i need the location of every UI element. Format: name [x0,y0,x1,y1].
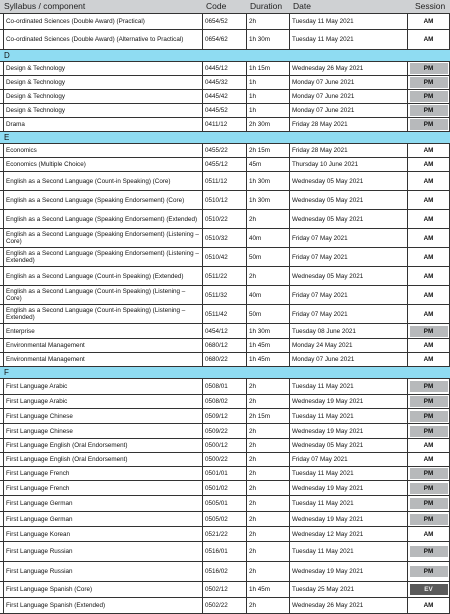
syllabus-cell: First Language German [3,496,203,511]
syllabus-cell: First Language Russian [3,562,203,581]
session-cell [408,496,450,511]
session-badge: PM [410,514,448,525]
table-row [0,104,450,118]
session-badge: PM [410,566,448,577]
date-cell: Wednesday 19 May 2021 [290,481,408,495]
code-cell: 0500/12 [203,439,247,452]
duration-cell: 40m [247,286,290,304]
session-badge: AM [423,602,434,609]
syllabus-cell: First Language French [3,467,203,480]
code-cell: 0505/01 [203,496,247,511]
date-cell: Wednesday 05 May 2021 [290,191,408,209]
session-badge: PM [410,483,448,494]
code-cell: 0455/12 [203,158,247,171]
session-cell [408,409,450,423]
session-cell [408,158,450,171]
syllabus-cell: English as a Second Language (Speaking Endorsement) (Core) [3,191,203,209]
session-badge: AM [423,253,434,261]
syllabus-cell: English as a Second Language (Speaking Endorsement) (Listening – Extended) [3,248,203,266]
code-cell: 0511/42 [203,305,247,323]
duration-cell: 2h [247,210,290,228]
session-badge: AM [423,177,434,185]
duration-cell: 2h [247,562,290,581]
syllabus-cell: Design & Technology [3,76,203,89]
duration-cell: 2h [247,453,290,466]
syllabus-cell: Co-ordinated Sciences (Double Award) (Practical) [3,14,203,29]
date-cell: Friday 28 May 2021 [290,144,408,157]
code-cell: 0500/22 [203,453,247,466]
session-cell [408,14,450,29]
header-code: Code [206,1,227,11]
session-badge: AM [423,36,434,43]
session-badge: PM [410,426,448,437]
code-cell: 0511/32 [203,286,247,304]
duration-cell: 1h 30m [247,191,290,209]
duration-cell: 40m [247,229,290,247]
date-cell: Tuesday 11 May 2021 [290,409,408,423]
date-cell: Tuesday 11 May 2021 [290,496,408,511]
duration-cell: 1h [247,104,290,117]
date-cell: Friday 07 May 2021 [290,248,408,266]
date-cell: Monday 07 June 2021 [290,76,408,89]
date-cell: Wednesday 05 May 2021 [290,267,408,285]
syllabus-cell: Environmental Management [3,339,203,352]
duration-cell: 2h 15m [247,409,290,423]
date-cell: Wednesday 26 May 2021 [290,62,408,75]
table-row [0,512,450,527]
syllabus-cell: First Language Chinese [3,409,203,423]
duration-cell: 1h 30m [247,30,290,49]
duration-cell: 1h 45m [247,582,290,597]
date-cell: Monday 24 May 2021 [290,339,408,352]
section-header: F [0,367,450,379]
syllabus-cell: Co-ordinated Sciences (Double Award) (Alternative to Practical) [3,30,203,49]
duration-cell: 1h 30m [247,324,290,338]
syllabus-cell: Enterprise [3,324,203,338]
duration-cell: 2h [247,439,290,452]
session-badge: AM [423,161,434,168]
duration-cell: 2h [247,467,290,480]
date-cell: Wednesday 26 May 2021 [290,598,408,613]
table-row [0,339,450,353]
code-cell: 0680/12 [203,339,247,352]
session-cell [408,210,450,228]
table-header [0,0,450,14]
table-row [0,527,450,542]
table-row [0,62,450,76]
duration-cell: 1h 45m [247,353,290,366]
table-row [0,229,450,248]
syllabus-cell: First Language Spanish (Core) [3,582,203,597]
session-cell [408,248,450,266]
date-cell: Friday 28 May 2021 [290,118,408,131]
date-cell: Friday 07 May 2021 [290,453,408,466]
duration-cell: 2h [247,496,290,511]
table-row [0,76,450,90]
session-badge: AM [423,196,434,204]
table-row [0,562,450,582]
header-date: Date [293,1,311,11]
code-cell: 0445/52 [203,104,247,117]
duration-cell: 2h [247,542,290,561]
section-header: D [0,50,450,62]
session-badge: PM [410,326,448,337]
session-badge: PM [410,411,448,422]
duration-cell: 50m [247,305,290,323]
session-cell [408,229,450,247]
date-cell: Wednesday 19 May 2021 [290,512,408,526]
duration-cell: 2h 30m [247,118,290,131]
duration-cell: 2h [247,14,290,29]
syllabus-cell: First Language Arabic [3,379,203,394]
session-cell [408,104,450,117]
syllabus-cell: Drama [3,118,203,131]
session-badge: PM [410,381,448,392]
date-cell: Tuesday 11 May 2021 [290,14,408,29]
table-row [0,267,450,286]
code-cell: 0501/02 [203,481,247,495]
syllabus-cell: English as a Second Language (Count-in Speaking) (Core) [3,172,203,190]
code-cell: 0505/02 [203,512,247,526]
syllabus-cell: Design & Technology [3,62,203,75]
duration-cell: 2h [247,512,290,526]
section-header: E [0,132,450,144]
table-row [0,118,450,132]
date-cell: Wednesday 19 May 2021 [290,395,408,408]
table-row [0,467,450,481]
session-badge: PM [410,91,448,102]
date-cell: Tuesday 11 May 2021 [290,467,408,480]
syllabus-cell: English as a Second Language (Speaking Endorsement) (Listening – Core) [3,229,203,247]
code-cell: 0511/12 [203,172,247,190]
code-cell: 0502/12 [203,582,247,597]
session-badge: AM [423,442,434,449]
syllabus-cell: Economics [3,144,203,157]
syllabus-cell: First Language Chinese [3,424,203,438]
session-cell [408,324,450,338]
session-badge: AM [423,291,434,299]
session-cell [408,562,450,581]
date-cell: Monday 07 June 2021 [290,353,408,366]
duration-cell: 1h 45m [247,339,290,352]
session-badge: PM [410,468,448,479]
duration-cell: 1h [247,90,290,103]
table-row [0,191,450,210]
code-cell: 0510/32 [203,229,247,247]
date-cell: Friday 07 May 2021 [290,286,408,304]
syllabus-cell: First Language German [3,512,203,526]
syllabus-cell: English as a Second Language (Count-in Speaking) (Extended) [3,267,203,285]
session-cell [408,30,450,49]
session-badge: AM [423,530,434,538]
session-badge: PM [410,63,448,74]
date-cell: Tuesday 11 May 2021 [290,30,408,49]
syllabus-cell: Design & Technology [3,90,203,103]
syllabus-cell: Design & Technology [3,104,203,117]
duration-cell: 1h 15m [247,62,290,75]
session-badge: PM [410,498,448,509]
session-cell [408,267,450,285]
session-badge: PM [410,396,448,407]
code-cell: 0516/01 [203,542,247,561]
code-cell: 0516/02 [203,562,247,581]
exam-timetable [0,14,450,614]
table-row [0,248,450,267]
session-cell [408,582,450,597]
table-row [0,286,450,305]
date-cell: Tuesday 25 May 2021 [290,582,408,597]
syllabus-cell: English as a Second Language (Count-in Speaking) (Listening – Extended) [3,305,203,323]
syllabus-cell: English as a Second Language (Count-in Speaking) (Listening – Core) [3,286,203,304]
code-cell: 0454/12 [203,324,247,338]
duration-cell: 45m [247,158,290,171]
table-row [0,305,450,324]
session-cell [408,439,450,452]
date-cell: Wednesday 05 May 2021 [290,172,408,190]
date-cell: Tuesday 11 May 2021 [290,379,408,394]
code-cell: 0508/02 [203,395,247,408]
duration-cell: 2h [247,267,290,285]
header-syllabus: Syllabus / component [4,1,86,11]
code-cell: 0510/42 [203,248,247,266]
date-cell: Wednesday 05 May 2021 [290,210,408,228]
session-cell [408,76,450,89]
session-cell [408,339,450,352]
code-cell: 0521/22 [203,527,247,541]
duration-cell: 2h [247,527,290,541]
code-cell: 0455/22 [203,144,247,157]
session-cell [408,453,450,466]
date-cell: Monday 07 June 2021 [290,104,408,117]
syllabus-cell: English as a Second Language (Speaking Endorsement) (Extended) [3,210,203,228]
header-duration: Duration [250,1,283,11]
session-cell [408,598,450,613]
code-cell: 0511/22 [203,267,247,285]
date-cell: Tuesday 08 June 2021 [290,324,408,338]
duration-cell: 1h [247,76,290,89]
syllabus-cell: Environmental Management [3,353,203,366]
session-cell [408,395,450,408]
session-badge: AM [423,234,434,242]
session-cell [408,353,450,366]
table-row [0,172,450,191]
duration-cell: 2h [247,424,290,438]
duration-cell: 2h [247,481,290,495]
table-row [0,598,450,614]
table-row [0,395,450,409]
session-badge: PM [410,546,448,557]
date-cell: Thursday 10 June 2021 [290,158,408,171]
session-cell [408,286,450,304]
session-cell [408,118,450,131]
session-cell [408,172,450,190]
duration-cell: 1h 30m [247,172,290,190]
session-cell [408,144,450,157]
syllabus-cell: First Language French [3,481,203,495]
syllabus-cell: First Language English (Oral Endorsement) [3,439,203,452]
table-row [0,144,450,158]
table-row [0,324,450,339]
session-badge: AM [423,18,434,25]
date-cell: Wednesday 19 May 2021 [290,424,408,438]
session-cell [408,62,450,75]
code-cell: 0680/22 [203,353,247,366]
session-badge: PM [410,119,448,130]
date-cell: Friday 07 May 2021 [290,305,408,323]
table-row [0,210,450,229]
table-row [0,158,450,172]
date-cell: Monday 07 June 2021 [290,90,408,103]
session-cell [408,527,450,541]
table-row [0,90,450,104]
table-row [0,14,450,30]
date-cell: Friday 07 May 2021 [290,229,408,247]
duration-cell: 2h [247,598,290,613]
code-cell: 0510/22 [203,210,247,228]
session-cell [408,424,450,438]
code-cell: 0411/12 [203,118,247,131]
duration-cell: 2h [247,379,290,394]
table-row [0,424,450,439]
session-badge: PM [410,77,448,88]
table-row [0,439,450,453]
syllabus-cell: First Language Korean [3,527,203,541]
syllabus-cell: First Language Arabic [3,395,203,408]
session-cell [408,90,450,103]
session-badge: AM [423,215,434,223]
duration-cell: 2h [247,395,290,408]
session-cell [408,379,450,394]
syllabus-cell: Economics (Multiple Choice) [3,158,203,171]
table-row [0,379,450,395]
session-badge: AM [423,342,434,349]
code-cell: 0510/12 [203,191,247,209]
session-badge: AM [423,147,434,154]
date-cell: Wednesday 12 May 2021 [290,527,408,541]
session-badge: EV [410,584,448,595]
session-cell [408,481,450,495]
duration-cell: 50m [247,248,290,266]
table-row [0,30,450,50]
code-cell: 0445/42 [203,90,247,103]
code-cell: 0654/62 [203,30,247,49]
session-badge: AM [423,456,434,463]
table-row [0,582,450,598]
table-row [0,353,450,367]
session-badge: AM [423,272,434,280]
table-row [0,409,450,424]
code-cell: 0501/01 [203,467,247,480]
code-cell: 0445/32 [203,76,247,89]
syllabus-cell: First Language Spanish (Extended) [3,598,203,613]
table-row [0,496,450,512]
table-row [0,542,450,562]
date-cell: Wednesday 19 May 2021 [290,562,408,581]
date-cell: Wednesday 05 May 2021 [290,439,408,452]
code-cell: 0508/01 [203,379,247,394]
code-cell: 0502/22 [203,598,247,613]
table-row [0,481,450,496]
code-cell: 0445/12 [203,62,247,75]
session-cell [408,542,450,561]
session-cell [408,191,450,209]
session-cell [408,512,450,526]
duration-cell: 2h 15m [247,144,290,157]
code-cell: 0509/22 [203,424,247,438]
session-cell [408,305,450,323]
session-badge: AM [423,356,434,363]
code-cell: 0654/52 [203,14,247,29]
code-cell: 0509/12 [203,409,247,423]
header-session: Session [415,1,446,11]
session-cell [408,467,450,480]
date-cell: Tuesday 11 May 2021 [290,542,408,561]
session-badge: AM [423,310,434,318]
syllabus-cell: First Language Russian [3,542,203,561]
table-row [0,453,450,467]
syllabus-cell: First Language English (Oral Endorsement) [3,453,203,466]
session-badge: PM [410,105,448,116]
